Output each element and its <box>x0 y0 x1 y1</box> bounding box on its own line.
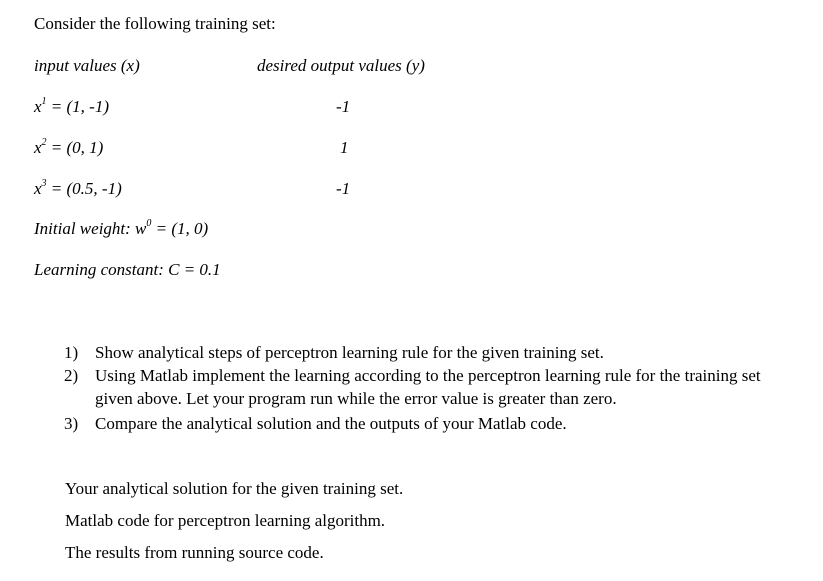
input-sup: 3 <box>41 178 47 190</box>
deliverable-results: The results from running source code. <box>65 543 324 562</box>
output-row-3: -1 <box>336 179 351 198</box>
output-row-1: -1 <box>336 97 351 116</box>
task-3-number: 3) <box>64 414 79 433</box>
initial-weight-value: = (1, 0) <box>155 219 209 238</box>
input-sup: 1 <box>41 96 47 108</box>
output-values-header: desired output values (y) <box>257 56 425 75</box>
input-value: = (1, -1) <box>50 97 110 116</box>
task-2-text: Using Matlab implement the learning according to the perceptron learning rule for the training set given above. Let your program run while the error value is greater than zero. <box>95 366 761 408</box>
task-2-number: 2) <box>64 366 79 385</box>
intro-text: Consider the following training set: <box>34 14 276 33</box>
task-1-number: 1) <box>64 343 79 362</box>
initial-weight-sup: 0 <box>146 218 152 230</box>
task-3-text: Compare the analytical solution and the outputs of your Matlab code. <box>95 414 567 433</box>
input-value: = (0.5, -1) <box>50 179 122 198</box>
input-row-2 <box>34 138 103 158</box>
input-row-1 <box>34 97 109 117</box>
deliverable-matlab-code: Matlab code for perceptron learning algorithm. <box>65 511 386 530</box>
input-sup: 2 <box>41 137 47 149</box>
initial-weight <box>34 219 208 239</box>
deliverable-analytical-solution: Your analytical solution for the given training set. <box>65 479 404 498</box>
learning-constant: Learning constant: C = 0.1 <box>34 260 221 279</box>
task-1-text: Show analytical steps of perceptron learning rule for the given training set. <box>95 343 604 362</box>
input-values-header: input values (x) <box>34 56 140 75</box>
output-row-2: 1 <box>340 138 349 157</box>
input-var: x <box>34 97 42 116</box>
input-value: = (0, 1) <box>50 138 104 157</box>
input-var: x <box>34 179 42 198</box>
input-row-3 <box>34 179 122 199</box>
input-var: x <box>34 138 42 157</box>
initial-weight-label: Initial weight: w <box>34 219 147 238</box>
